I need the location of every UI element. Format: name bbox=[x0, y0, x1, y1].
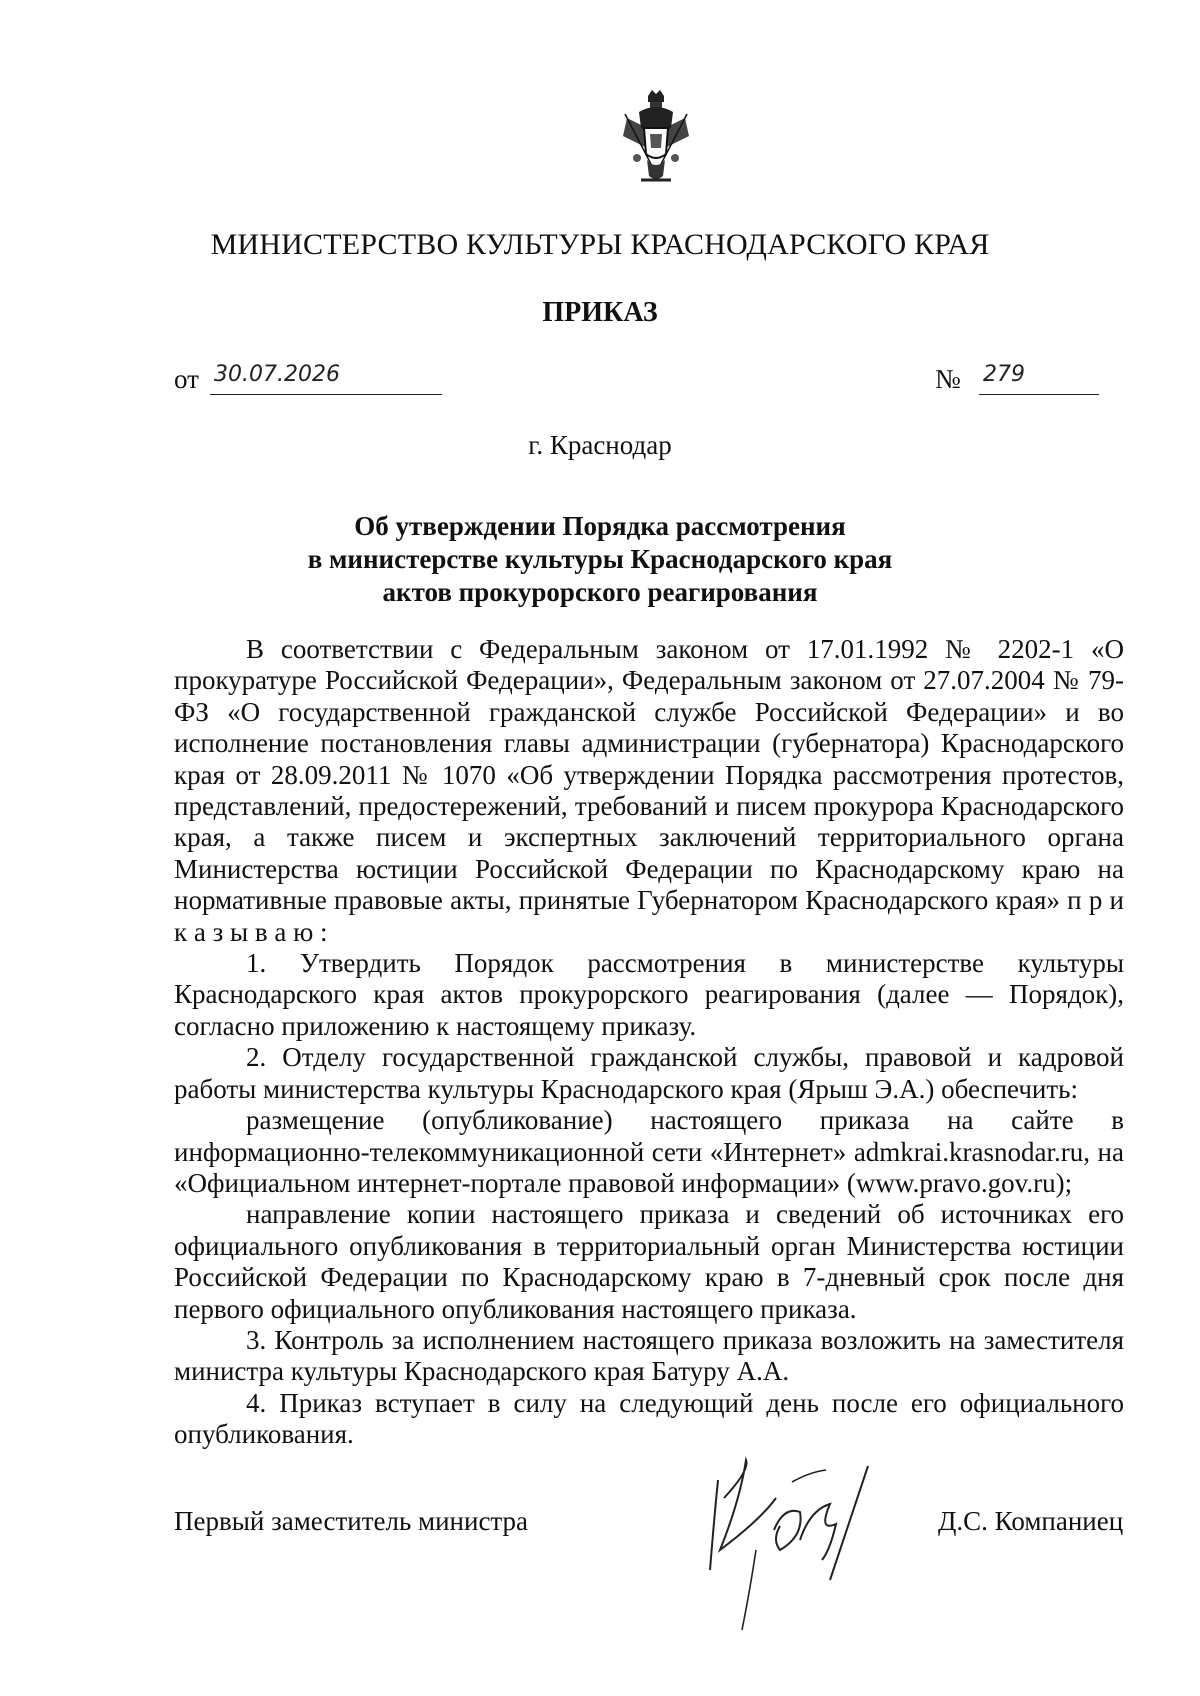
order-body bbox=[174, 634, 1124, 1451]
coat-of-arms-icon bbox=[617, 88, 695, 188]
item-3-paragraph: 3. Контроль за исполнением настоящего приказа возложить на заместителя министра культуры Краснодарского края Батуру А.А. bbox=[174, 1324, 1124, 1387]
order-date: 30.07.2026 bbox=[214, 362, 340, 387]
subject-line-1: Об утверждении Порядка рассмотрения bbox=[354, 511, 846, 541]
item-1-paragraph: 1. Утвердить Порядок рассмотрения в министерстве культуры Краснодарского края актов прокурорского реагирования (далее — Порядок), согласно приложению к настоящему приказу. bbox=[174, 948, 1124, 1041]
item-2-subparagraph-publication: размещение (опубликование) настоящего приказа на сайте в информационно-телекоммуникационной сети «Интернет» admkrai.krasnodar.ru, на «Официальном интернет-портале правовой информации» (www.pravo.gov.ru); bbox=[174, 1105, 1124, 1198]
number-prefix: № bbox=[935, 364, 961, 394]
document-type-title: ПРИКАЗ bbox=[542, 297, 658, 328]
date-underline bbox=[210, 394, 442, 395]
order-date-field bbox=[174, 364, 474, 398]
order-number: 279 bbox=[983, 362, 1025, 387]
subject-line-2: в министерстве культуры Краснодарского края bbox=[307, 544, 893, 574]
preamble-paragraph: В соответствии с Федеральным законом от 17.01.1992 № 2202-1 «О прокуратуре Российской Федерации», Федеральным законом от 27.07.2004 № 79-ФЗ «О государственной гражданской службе Российской Федерации» и во исполнение постановления главы администрации (губернатора) Краснодарского края от 28.09.2011 № 1070 «Об утверждении Порядка рассмотрения протестов, представлений, предостережений, требований и писем прокурора Краснодарского края, а также писем и экспертных заключений территориального органа Министерства юстиции Российской Федерации по Краснодарскому краю на нормативные правовые акты, принятые Губернатором Краснодарского края» п р и к а з ы в а ю : bbox=[174, 634, 1124, 947]
handwritten-signature bbox=[680, 1440, 920, 1640]
item-2-subparagraph-copies: направление копии настоящего приказа и сведений об источниках его официального опубликования в территориальный орган Министерства юстиции Российской Федерации по Краснодарскому краю в 7-дневный срок после дня первого официального опубликования настоящего приказа. bbox=[174, 1199, 1124, 1324]
signatory-role: Первый заместитель министра bbox=[174, 1506, 529, 1536]
signatory-name: Д.С. Компаниец bbox=[938, 1506, 1124, 1536]
date-prefix: от bbox=[174, 364, 199, 394]
item-4-paragraph: 4. Приказ вступает в силу на следующий день после его официального опубликования. bbox=[174, 1387, 1124, 1450]
number-underline bbox=[979, 394, 1099, 395]
order-subject bbox=[200, 510, 1000, 609]
ministry-name: МИНИСТЕРСТВО КУЛЬТУРЫ КРАСНОДАРСКОГО КРАЯ bbox=[210, 228, 990, 261]
city-label: г. Краснодар bbox=[528, 430, 672, 460]
order-number-field bbox=[935, 364, 1115, 398]
subject-line-3: актов прокурорского реагирования bbox=[382, 577, 818, 607]
item-2-paragraph: 2. Отделу государственной гражданской службы, правовой и кадровой работы министерства культуры Краснодарского края (Ярыш Э.А.) обеспечить: bbox=[174, 1042, 1124, 1104]
